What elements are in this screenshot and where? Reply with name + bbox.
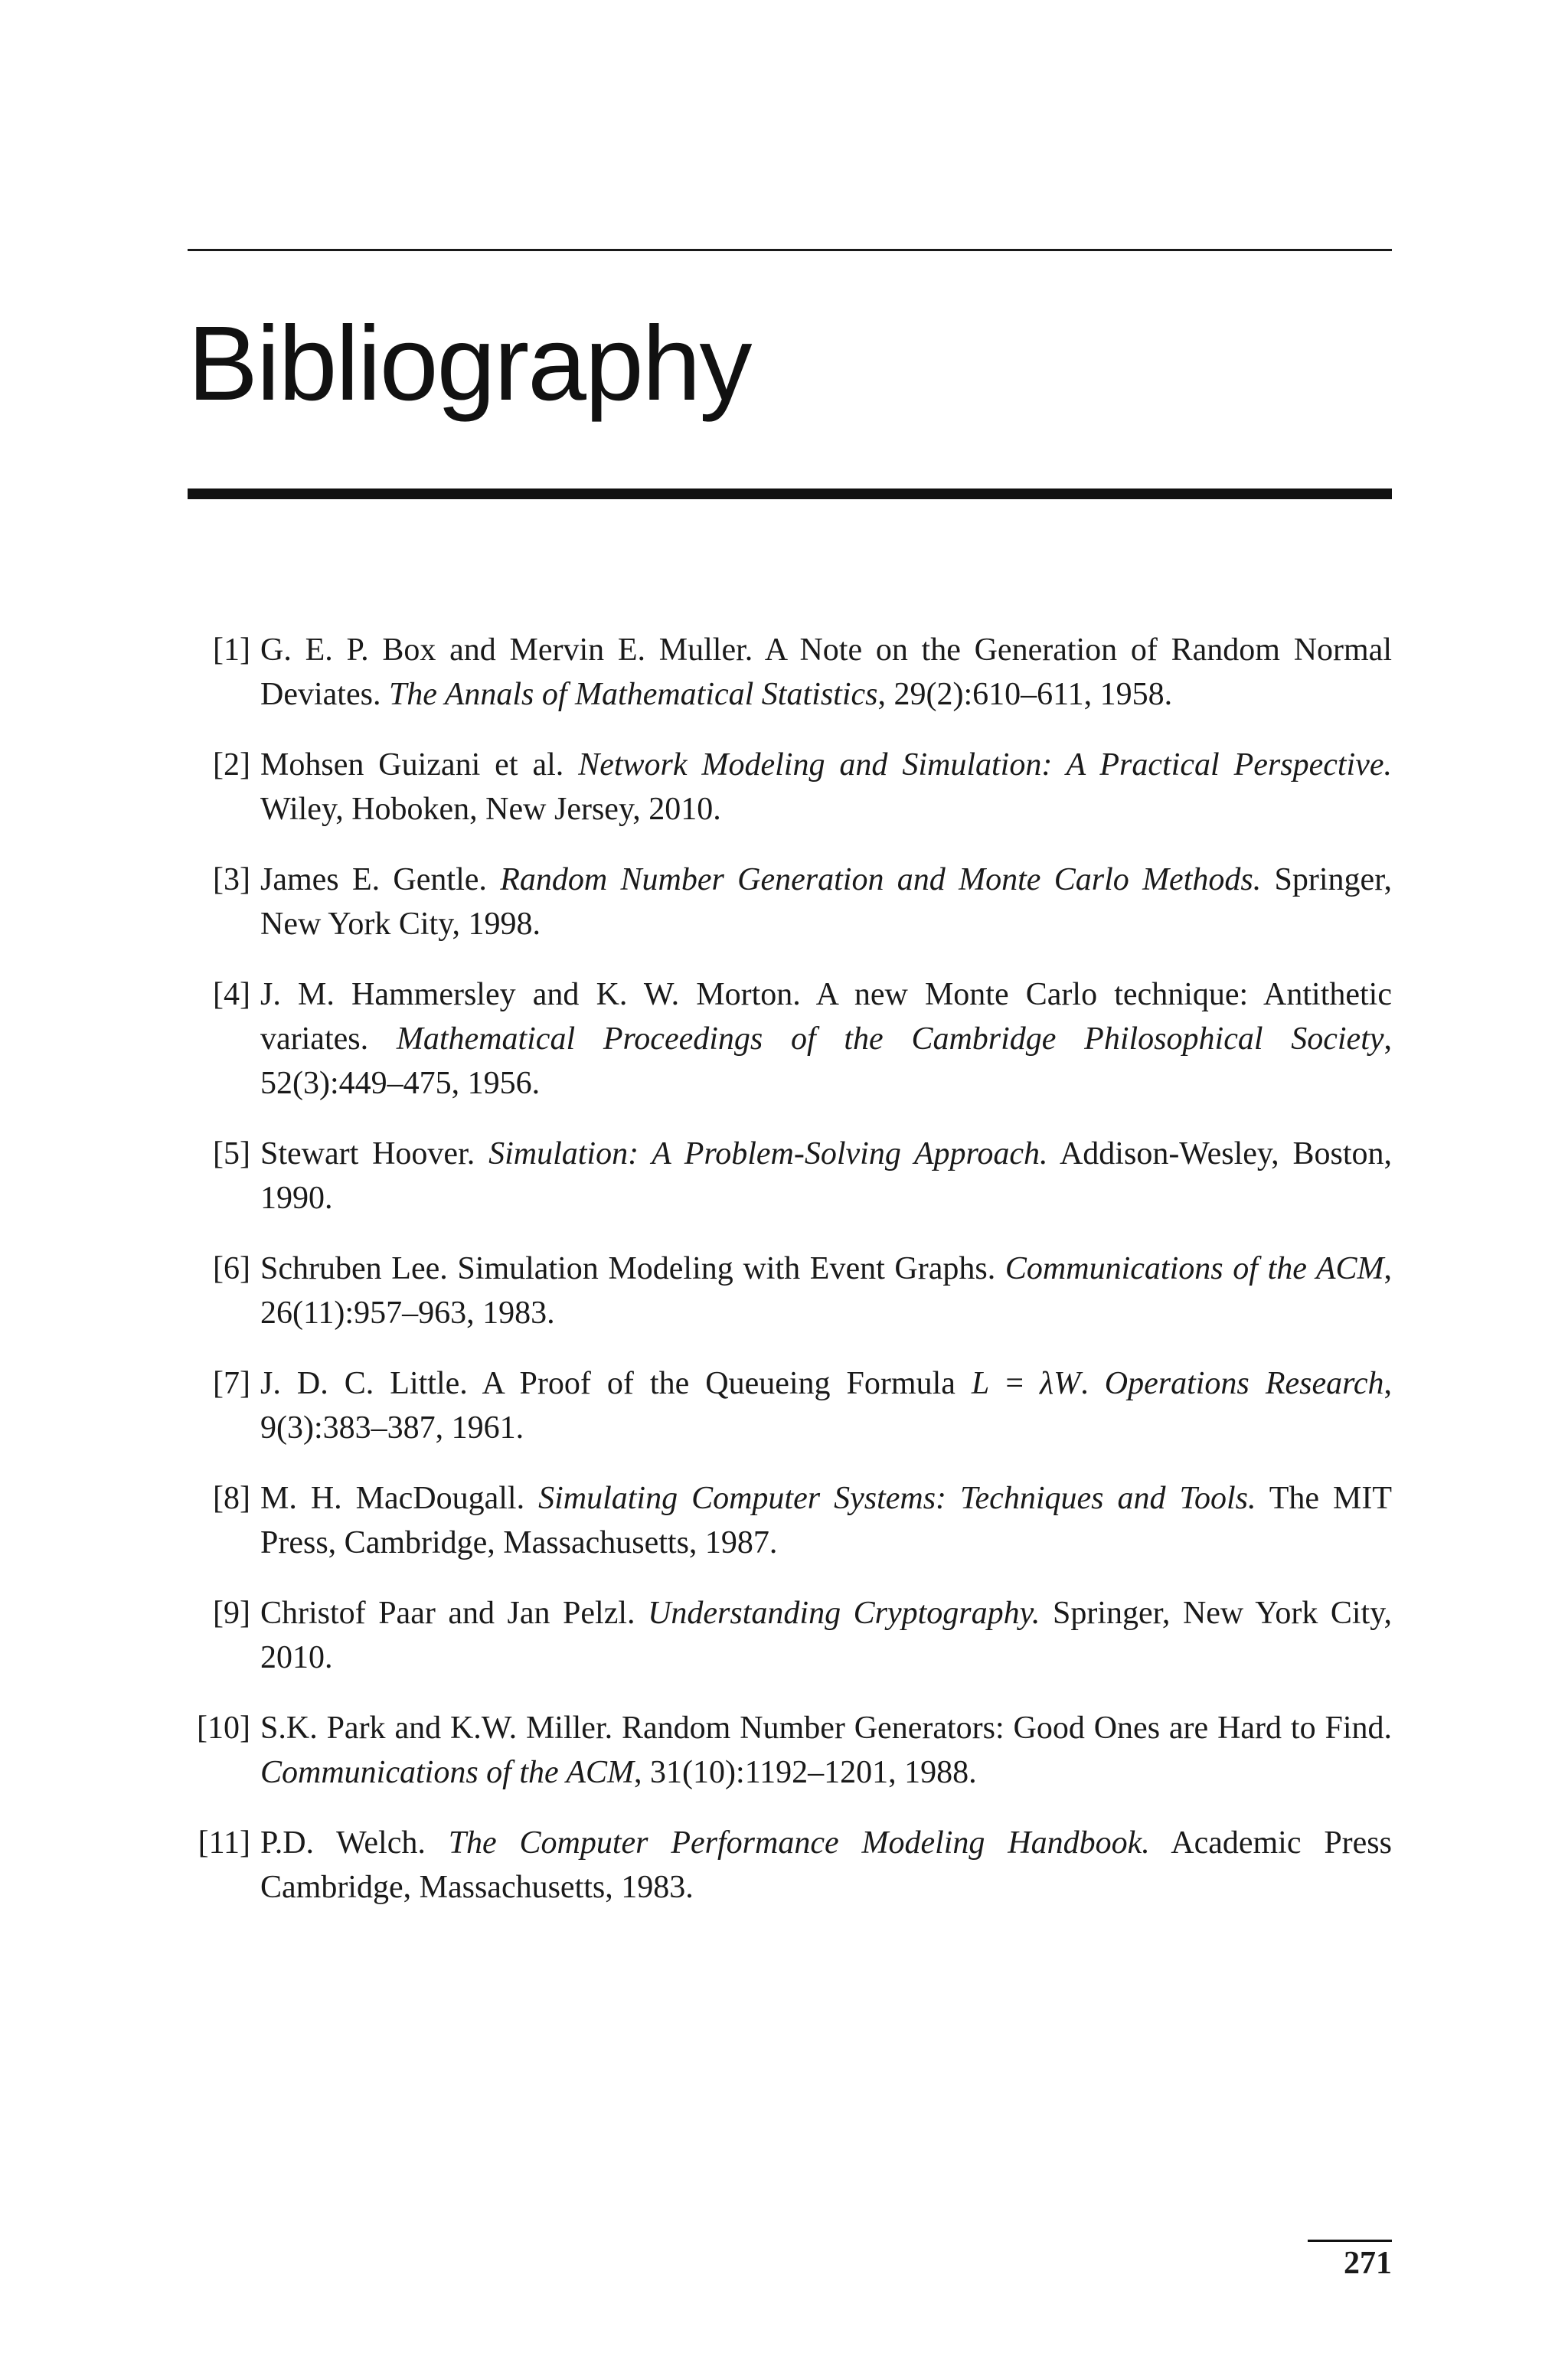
bib-entry-text [260,743,1392,832]
bib-entry [188,1706,1392,1795]
bib-italic-text: Simulation: A Problem-Solving Approach. [488,1136,1048,1171]
bib-text-run: Addison-Wesley, Boston, 1990. [260,1136,1392,1216]
bib-entry-number: [5] [213,1136,250,1171]
chapter-title: Bibliography [188,305,751,423]
bib-text-run: Christof Paar and Jan Pelzl. [260,1596,648,1631]
bib-italic-text: L [971,1366,990,1401]
bib-entry-text [260,1476,1392,1565]
bib-italic-text: Communications of the ACM [260,1755,635,1790]
bib-text-run: James E. Gentle. [260,862,501,897]
bib-italic-text: Random Number Generation and Monte Carlo Methods. [500,862,1262,897]
bib-entry-text [260,1821,1392,1910]
bib-text-run: , 52(3):449–475, 1956. [260,1021,1393,1101]
bib-entry-number: [10] [197,1711,250,1746]
bib-text-run: , 29(2):610–611, 1958. [877,677,1173,712]
page-number: 271 [1308,2240,1392,2283]
bib-text-run: Springer, New York City, 2010. [260,1596,1392,1675]
bibliography-list [188,628,1392,1936]
bib-entry-text [260,1132,1392,1220]
bib-text-run: The MIT Press, Cambridge, Massachusetts, 1987. [260,1481,1392,1560]
bib-entry-text [260,1591,1392,1680]
bib-italic-text: The Computer Performance Modeling Handbook. [448,1825,1150,1861]
bib-text-run: Wiley, Hoboken, New Jersey, 2010. [260,792,721,827]
bib-italic-text: Understanding Cryptography. [648,1596,1040,1631]
bib-text-run: , 9(3):383–387, 1961. [260,1366,1393,1446]
bib-text-run: Springer, New York City, 1998. [260,862,1392,942]
bib-text-run: S.K. Park and K.W. Miller. Random Number Generators: Good Ones are Hard to Find. [260,1711,1392,1746]
bib-entry [188,1361,1392,1450]
bib-entry [188,972,1392,1106]
bib-entry [188,743,1392,832]
bib-entry [188,1821,1392,1910]
bib-text-run: G. E. P. Box and Mervin E. Muller. A Note on the Generation of Random Normal Deviates. [260,632,1392,712]
bib-entry [188,628,1392,717]
bib-text-run: Schruben Lee. Simulation Modeling with Event Graphs. [260,1251,1005,1286]
bib-entry [188,1591,1392,1680]
bib-entry-text [260,1247,1392,1335]
bib-entry [188,858,1392,946]
bib-text-run: J. D. C. Little. A Proof of the Queueing Formula [260,1366,972,1401]
bib-text-run: , 31(10):1192–1201, 1988. [634,1755,977,1790]
bib-italic-text: λW [1040,1366,1081,1401]
bib-entry-number: [2] [213,747,250,783]
bib-italic-text: Communications of the ACM [1004,1251,1384,1286]
bib-entry-number: [3] [213,862,250,897]
top-rule [188,249,1392,251]
bib-text-run: Academic Press Cambridge, Massachusetts, 1983. [260,1825,1392,1905]
bib-entry [188,1132,1392,1220]
bib-text-run: Stewart Hoover. [260,1136,489,1171]
bib-entry-number: [8] [213,1481,250,1516]
bib-italic-text: Network Modeling and Simulation: A Practical Perspective. [578,747,1392,783]
bib-entry-number: [7] [213,1366,250,1401]
bib-text-run: , 26(11):957–963, 1983. [260,1251,1392,1331]
bib-entry-text [260,628,1392,717]
bib-italic-text: The Annals of Mathematical Statistics [388,677,878,712]
bib-entry [188,1247,1392,1335]
bib-text-run: = [989,1366,1040,1401]
bib-italic-text: Mathematical Proceedings of the Cambridge Philosophical Society [396,1021,1384,1057]
bib-entry-number: [9] [213,1596,250,1631]
bib-text-run: Mohsen Guizani et al. [260,747,579,783]
bib-entry-text [260,1706,1392,1795]
bib-entry-number: [1] [213,632,250,668]
bib-entry-text [260,972,1392,1106]
bib-entry [188,1476,1392,1565]
bib-text-run: J. M. Hammersley and K. W. Morton. A new Monte Carlo technique: Antithetic variates. [260,977,1392,1057]
bib-entry-text [260,858,1392,946]
bib-entry-number: [11] [198,1825,250,1861]
bib-entry-number: [4] [213,977,250,1012]
bib-text-run: P.D. Welch. [260,1825,449,1861]
bib-entry-number: [6] [213,1251,250,1286]
bib-italic-text: Simulating Computer Systems: Techniques and Tools. [538,1481,1256,1516]
bib-text-run: M. H. MacDougall. [260,1481,539,1516]
bib-entry-text [260,1361,1392,1450]
bib-italic-text: Operations Research [1104,1366,1384,1401]
title-underline-rule [188,489,1392,499]
bib-text-run: . [1080,1366,1105,1401]
